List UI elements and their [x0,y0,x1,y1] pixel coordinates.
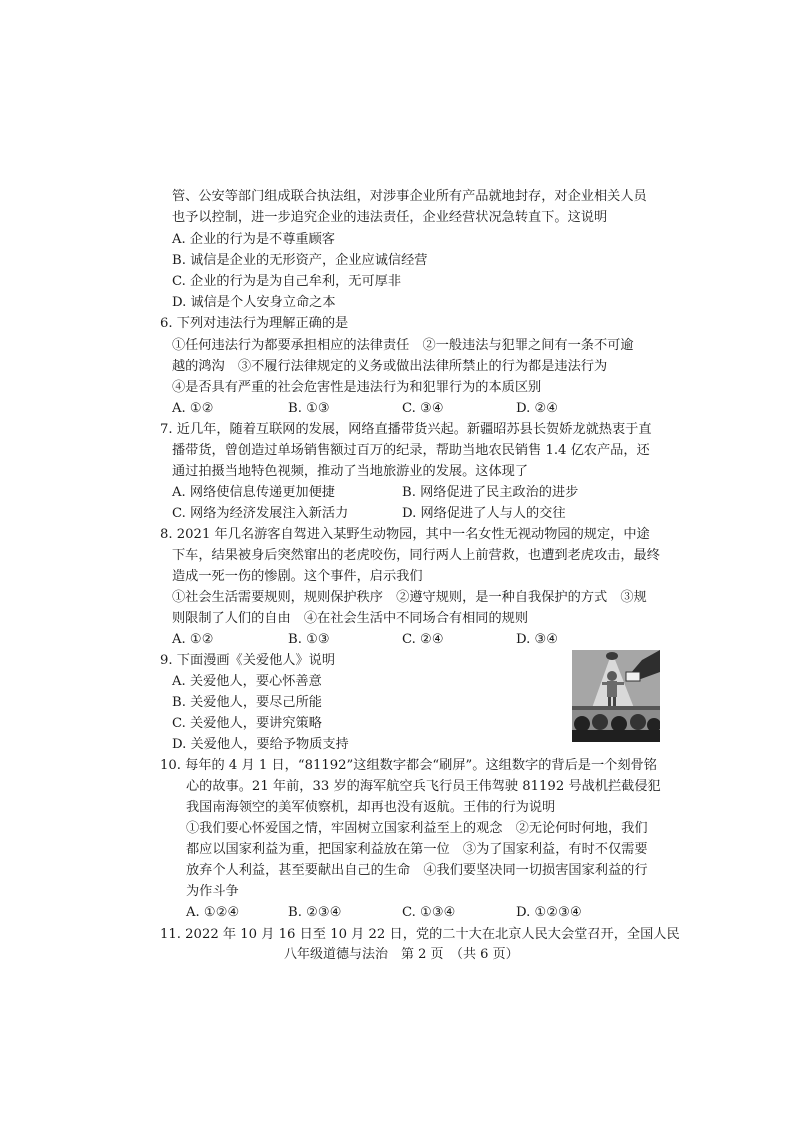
q8-stem-line: 造成一死一伤的惨剧。这个事件，启示我们 [172,569,423,584]
q6-option-c: C. ③④ [402,401,444,416]
q6-item-line: ①任何违法行为都要承担相应的法律责任 ②一般违法与犯罪之间有一条不可逾 [172,338,634,353]
q8-option-b: B. ①③ [288,632,330,647]
q8-option-c: C. ②④ [402,632,444,647]
q5-option-d: D. 诚信是个人安身立命之本 [172,295,336,310]
q9-option-b: B. 关爱他人，要尽己所能 [172,695,322,710]
q10-item-line: 放弃个人利益，甚至要献出自己的生命 ④我们要坚决同一切损害国家利益的行 [186,863,648,878]
q5-option-a: A. 企业的行为是不尊重顾客 [172,232,335,247]
q10-stem-line: 我国南海领空的美军侦察机，却再也没有返航。王伟的行为说明 [186,800,556,815]
q8-stem-line: 8. 2021 年几名游客自驾进入某野生动物园，其中一名女性无视动物园的规定，中途 [160,527,650,542]
q10-item-line: ①我们要心怀爱国之情，牢固树立国家利益至上的观念 ②无论何时何地，我们 [186,821,648,836]
q10-option-d: D. ①②③④ [516,905,582,920]
cartoon-caring-for-others-image [572,650,660,742]
q9-stem: 9. 下面漫画《关爱他人》说明 [160,653,336,668]
q10-option-b: B. ②③④ [288,905,342,920]
q9-option-a: A. 关爱他人，要心怀善意 [172,674,322,689]
q5-option-b: B. 诚信是企业的无形资产，企业应诚信经营 [172,253,428,268]
q5-option-c: C. 企业的行为是为自己牟利，无可厚非 [172,274,402,289]
q7-stem-line: 播带货，曾创造过单场销售额过百万的纪录，帮助当地农民销售 1.4 亿农产品，还 [172,443,650,458]
page-footer: 八年级道德与法治 第 2 页 （共 6 页） [284,947,519,962]
q7-stem-line: 7. 近几年，随着互联网的发展，网络直播带货兴起。新疆昭苏县长贺娇龙就热衷于直 [160,422,652,437]
q6-stem: 6. 下列对违法行为理解正确的是 [160,316,349,331]
q10-stem-line: 10. 每年的 4 月 1 日，“81192”这组数字都会“刷屏”。这组数字的背后是一个刻骨铭 [160,758,657,773]
q8-stem-line: 下车，结果被身后突然窜出的老虎咬伤，同行两人上前营救，也遭到老虎攻击，最终 [172,548,660,563]
q8-item-line: 则限制了人们的自由 ④在社会生活中不同场合有相同的规则 [172,611,529,626]
q7-option-c: C. 网络为经济发展注入新活力 [172,506,349,521]
q10-option-c: C. ①③④ [402,905,456,920]
q9-option-c: C. 关爱他人，要讲究策略 [172,716,322,731]
q8-option-d: D. ③④ [516,632,559,647]
q9-option-d: D. 关爱他人，要给予物质支持 [172,737,349,752]
q6-option-b: B. ①③ [288,401,330,416]
q6-item-line: 越的鸿沟 ③不履行法律规定的义务或做出法律所禁止的行为都是违法行为 [172,359,608,374]
q10-option-a: A. ①②④ [186,905,240,920]
q5-stem-line: 管、公安等部门组成联合执法组，对涉事企业所有产品就地封存，对企业相关人员 [172,189,647,204]
q5-stem-line: 也予以控制，进一步追究企业的违法责任，企业经营状况急转直下。这说明 [172,210,608,225]
q8-option-a: A. ①② [172,632,214,647]
q10-item-line: 为作斗争 [186,884,239,899]
q7-option-a: A. 网络使信息传递更加便捷 [172,485,335,500]
q7-stem-line: 通过拍摄当地特色视频，推动了当地旅游业的发展。这体现了 [172,464,529,479]
q10-item-line: 都应以国家利益为重，把国家利益放在第一位 ③为了国家利益，有时不仅需要 [186,842,648,857]
q8-item-line: ①社会生活需要规则，规则保护秩序 ②遵守规则，是一种自我保护的方式 ③规 [172,590,647,605]
q7-option-d: D. 网络促进了人与人的交往 [402,506,566,521]
q7-option-b: B. 网络促进了民主政治的进步 [402,485,579,500]
q6-item-line: ④是否具有严重的社会危害性是违法行为和犯罪行为的本质区别 [172,380,542,395]
q11-stem-line: 11. 2022 年 10 月 16 日至 10 月 22 日，党的二十大在北京人民大会堂召开，全国人民 [160,927,680,942]
q6-option-a: A. ①② [172,401,214,416]
q10-stem-line: 心的故事。21 年前，33 岁的海军航空兵飞行员王伟驾驶 81192 号战机拦截侵犯 [186,779,661,794]
q6-option-d: D. ②④ [516,401,559,416]
